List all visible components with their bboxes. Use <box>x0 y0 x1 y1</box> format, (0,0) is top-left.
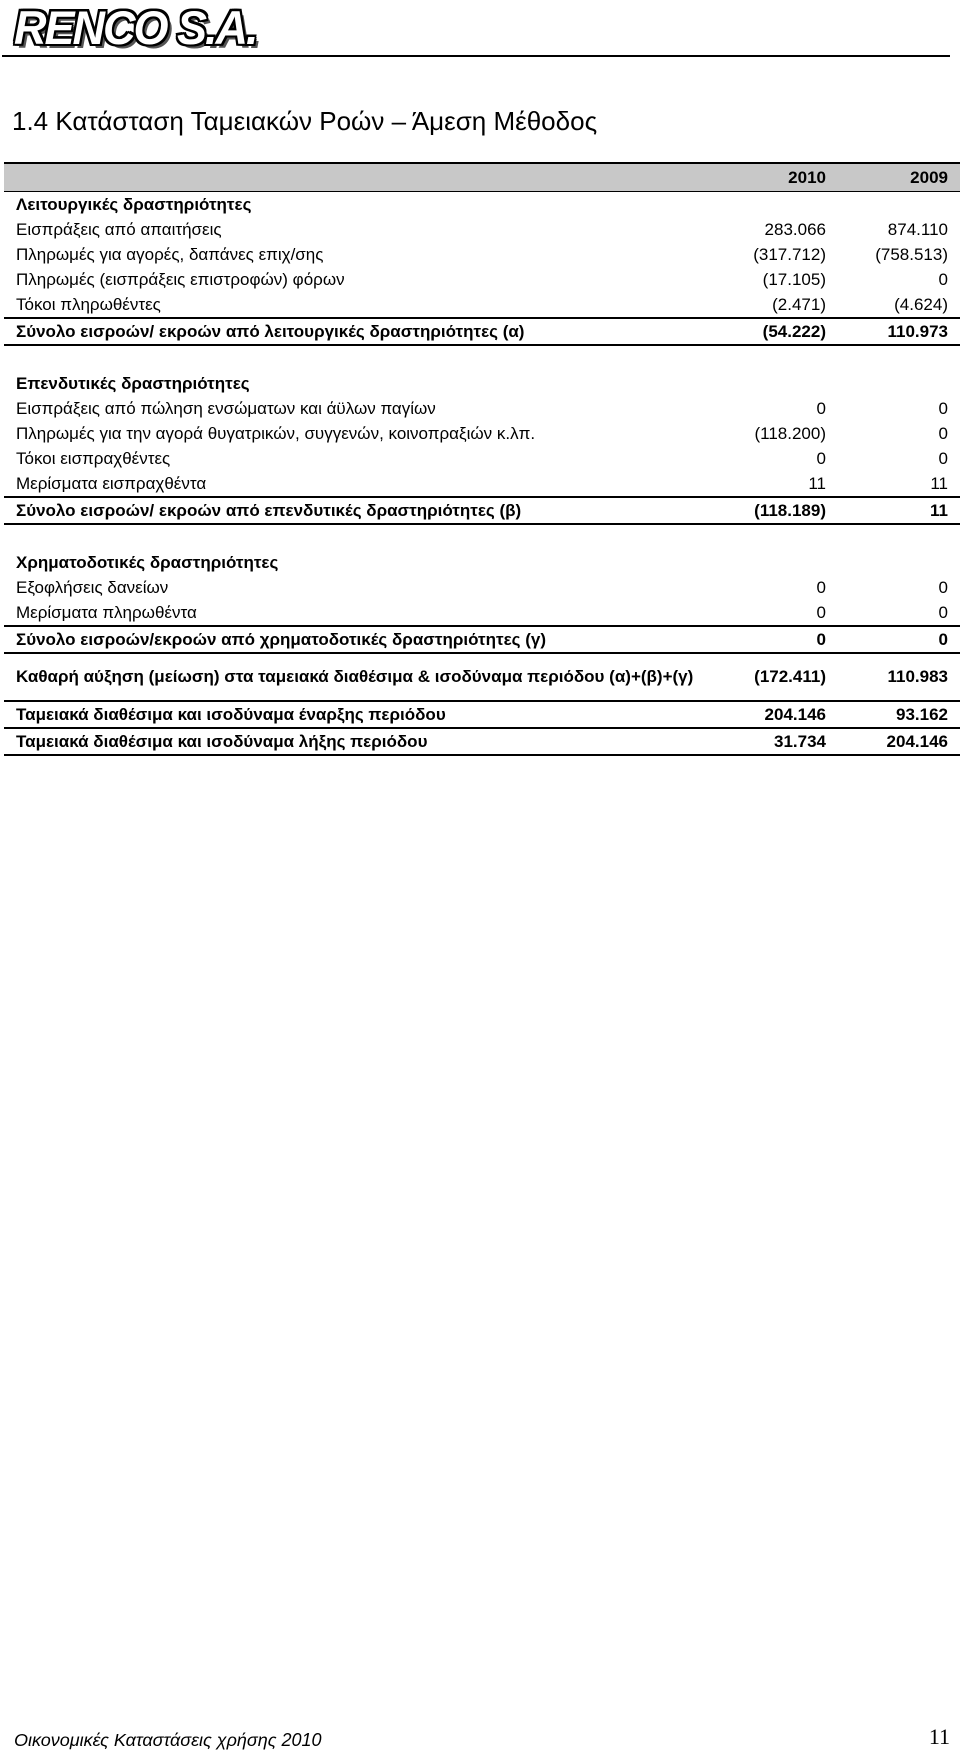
page-number: 11 <box>928 1724 950 1749</box>
value-2010: 0 <box>816 448 826 468</box>
cash-flow-table <box>4 162 960 756</box>
value-2009: 110.973 <box>838 318 960 345</box>
value-2010: 31.734 <box>716 728 838 755</box>
table-row <box>4 446 960 471</box>
value-2009: 874.110 <box>887 219 948 239</box>
value-2010: 0 <box>816 602 826 622</box>
row-label: Ταμειακά διαθέσιμα και ισοδύναμα λήξης περιόδου <box>4 728 716 755</box>
value-2009: 0 <box>938 269 948 289</box>
value-2009: (4.624) <box>894 294 948 314</box>
value-2009: 0 <box>838 626 960 653</box>
net-change-row <box>4 653 960 701</box>
financing-total-row <box>4 626 960 653</box>
year-2010-header: 2010 <box>716 163 838 192</box>
value-2010: 0 <box>816 577 826 597</box>
value-2009: 0 <box>938 398 948 418</box>
investing-heading: Επενδυτικές δραστηριότητες <box>16 373 250 393</box>
value-2009: 0 <box>938 602 948 622</box>
table-row <box>4 575 960 600</box>
financing-heading: Χρηματοδοτικές δραστηριότητες <box>16 552 279 572</box>
table-row <box>4 421 960 446</box>
row-label: Σύνολο εισροών/ εκροών από λειτουργικές δραστηριότητες (α) <box>4 318 716 345</box>
value-2010: 11 <box>808 473 826 493</box>
year-header-row <box>4 163 960 192</box>
value-2009: 0 <box>938 423 948 443</box>
row-label: Πληρωμές (εισπράξεις επιστροφών) φόρων <box>16 269 345 289</box>
value-2009: (758.513) <box>875 244 948 264</box>
value-2009: 93.162 <box>838 701 960 728</box>
value-2009: 110.983 <box>838 653 960 701</box>
closing-cash-row <box>4 728 960 755</box>
page-title: 1.4 Κατάσταση Ταμειακών Ροών – Άμεση Μέθοδος <box>12 106 598 136</box>
section-heading-row <box>4 550 960 575</box>
value-2010: (118.189) <box>716 497 838 524</box>
value-2010: (54.222) <box>716 318 838 345</box>
spacer-row <box>4 524 960 550</box>
header-divider <box>2 55 950 57</box>
value-2009: 11 <box>930 473 948 493</box>
section-heading-row <box>4 192 960 218</box>
row-label: Πληρωμές για αγορές, δαπάνες επιχ/σης <box>16 244 324 264</box>
spacer-row <box>4 345 960 371</box>
header-blank-cell <box>4 163 716 192</box>
section-heading-row <box>4 371 960 396</box>
row-label: Τόκοι πληρωθέντες <box>16 294 161 314</box>
value-2009: 204.146 <box>838 728 960 755</box>
table-row <box>4 267 960 292</box>
table-row <box>4 217 960 242</box>
value-2009: 11 <box>838 497 960 524</box>
value-2010: 204.146 <box>716 701 838 728</box>
row-label: Μερίσματα εισπραχθέντα <box>16 473 207 493</box>
operating-heading: Λειτουργικές δραστηριότητες <box>16 194 252 214</box>
footer-text: Οικονομικές Καταστάσεις χρήσης 2010 <box>14 1730 322 1750</box>
value-2009: 0 <box>938 448 948 468</box>
row-label: Μερίσματα πληρωθέντα <box>16 602 197 622</box>
row-label: Σύνολο εισροών/ εκροών από επενδυτικές δραστηριότητες (β) <box>4 497 716 524</box>
table-row <box>4 600 960 626</box>
value-2010: (2.471) <box>772 294 826 314</box>
spacer-cell <box>4 345 960 371</box>
opening-cash-row <box>4 701 960 728</box>
company-logo: RENCO S.A. <box>14 0 257 55</box>
row-label: Εισπράξεις από πώληση ενσώματων και άϋλων παγίων <box>16 398 436 418</box>
investing-total-row <box>4 497 960 524</box>
value-2010: (118.200) <box>754 423 826 443</box>
row-label: Πληρωμές για την αγορά θυγατρικών, συγγενών, κοινοπραξιών κ.λπ. <box>16 423 536 443</box>
row-label: Εξοφλήσεις δανείων <box>16 577 169 597</box>
table-row <box>4 471 960 497</box>
row-label: Τόκοι εισπραχθέντες <box>16 448 171 468</box>
table-row <box>4 292 960 318</box>
spacer-cell <box>4 524 960 550</box>
row-label: Καθαρή αύξηση (μείωση) στα ταμειακά διαθέσιμα & ισοδύναμα περιόδου (α)+(β)+(γ) <box>4 653 716 701</box>
value-2009: 0 <box>938 577 948 597</box>
table-row <box>4 242 960 267</box>
row-label: Ταμειακά διαθέσιμα και ισοδύναμα έναρξης περιόδου <box>4 701 716 728</box>
operating-total-row <box>4 318 960 345</box>
value-2010: (172.411) <box>716 653 838 701</box>
value-2010: (17.105) <box>762 269 826 289</box>
value-2010: 0 <box>816 398 826 418</box>
value-2010: (317.712) <box>753 244 826 264</box>
year-2009-header: 2009 <box>838 163 960 192</box>
table-row <box>4 396 960 421</box>
value-2010: 283.066 <box>764 219 826 239</box>
row-label: Εισπράξεις από απαιτήσεις <box>16 219 222 239</box>
row-label: Σύνολο εισροών/εκροών από χρηματοδοτικές δραστηριότητες (γ) <box>4 626 716 653</box>
value-2010: 0 <box>716 626 838 653</box>
